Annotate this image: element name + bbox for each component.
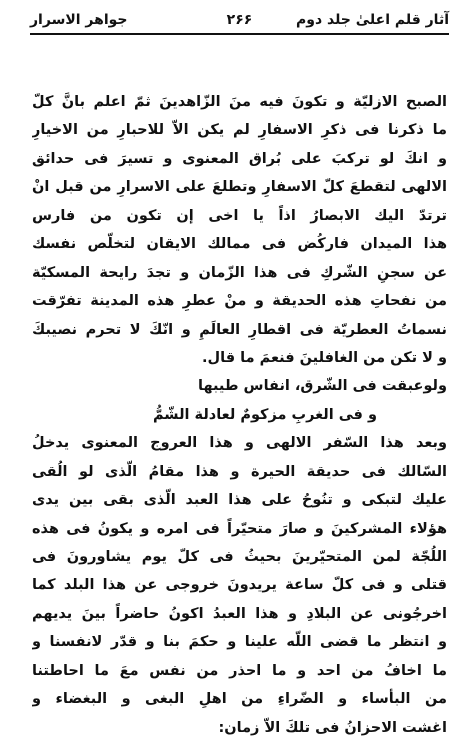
section-title: جواهر الاسرار (30, 12, 128, 28)
book-title: آثار قلم اعلیٰ جلد دوم (295, 12, 449, 28)
text-line: هؤلاء المشركينَ و صارَ متحيّراً فى امره و يكونُ فى هذه (32, 520, 447, 537)
text-line: ترتدّ اليك الابصارُ اذاً يا اخى إن تكون من فارس (32, 207, 447, 224)
running-header (30, 8, 449, 32)
text-line: قتلى و فى كلّ ساعة يريدونَ خروجى عن هذا البلد كما (32, 577, 447, 594)
text-line: اللُجّة لمن المتحيّرينَ بحيثُ فى كلّ يوم يشاورونَ فى (32, 549, 447, 565)
text-line: الصبح الازليّة و تكونَ فيه منَ الزّاهدينَ ثمّ اعلم بانَّ كلّ (32, 94, 447, 110)
text-line: اخرجُونى عن البلادِ و هذا العبدُ اكونُ حاضراً بينَ يديهم (32, 605, 447, 622)
header-rule (30, 33, 449, 35)
text-line: اغشت الاحزانُ فى تلكَ الاّ زمان: (218, 719, 447, 736)
text-line: وبعد هذا السّفر الالهى و هذا العروج المعنوى يدخلُ (32, 435, 447, 452)
poem-verse: ولوعبقت فى الشّرق، انفاس طيبها (198, 378, 447, 395)
text-line: هذا الميدان فاركُض فى ممالك الايقان لتخلّص نفسك (32, 236, 447, 253)
text-line: من البأساء و الضّراءِ من اهلِ البغى و البغضاء و (32, 691, 447, 708)
text-line: ما اخافُ من احد و ما احذر من نفس معَ ما احاطتنا (32, 662, 447, 679)
text-line: من نفحاتِ هذه الحديقة و منْ عطرِ هذه المدينة تفرّقت (32, 293, 447, 310)
text-line: نسماتُ العطريّة فى اقطارِ العالَمِ و انّكَ لا تحرم نصيبكَ (32, 321, 447, 338)
poem-verse: و فى الغربِ مزكومٌ لعادلة الشّمُّ (152, 406, 377, 423)
text-line: و انتظر ما قضى اللّه علينا و حكمَ بنا و قدّر لانفسنا و (32, 634, 447, 651)
body-text (32, 88, 447, 742)
page-number: ۲۶۶ (226, 12, 253, 28)
text-line: عليك لتبكى و تنُوحُ على هذا العبد الّذى بقى بين يدى (32, 492, 447, 509)
text-line: عن سجنِ الشّركِ فى هذا الزّمان و تجدَ رايحة المسكيّة (32, 264, 447, 281)
text-line: ما ذكرنا فى ذكرِ الاسفارِ لم يكن الاّ للاحبارِ من الاخيارِ (32, 122, 447, 139)
text-line: الالهى لتقطعَ كلّ الاسفارِ وتطلعَ على الاسرارِ من قبل انْ (32, 179, 447, 196)
text-line: و لا تكن من الغافلينَ فنعمَ ما قال. (202, 349, 447, 366)
text-line: السّالك فى حديقة الحيرة و هذا مقامُ الّذى لو الُقى (32, 463, 447, 480)
text-line: و انكَ لو تركبَ على بُراق المعنوى و تسيرَ فى حدائق (32, 150, 447, 167)
